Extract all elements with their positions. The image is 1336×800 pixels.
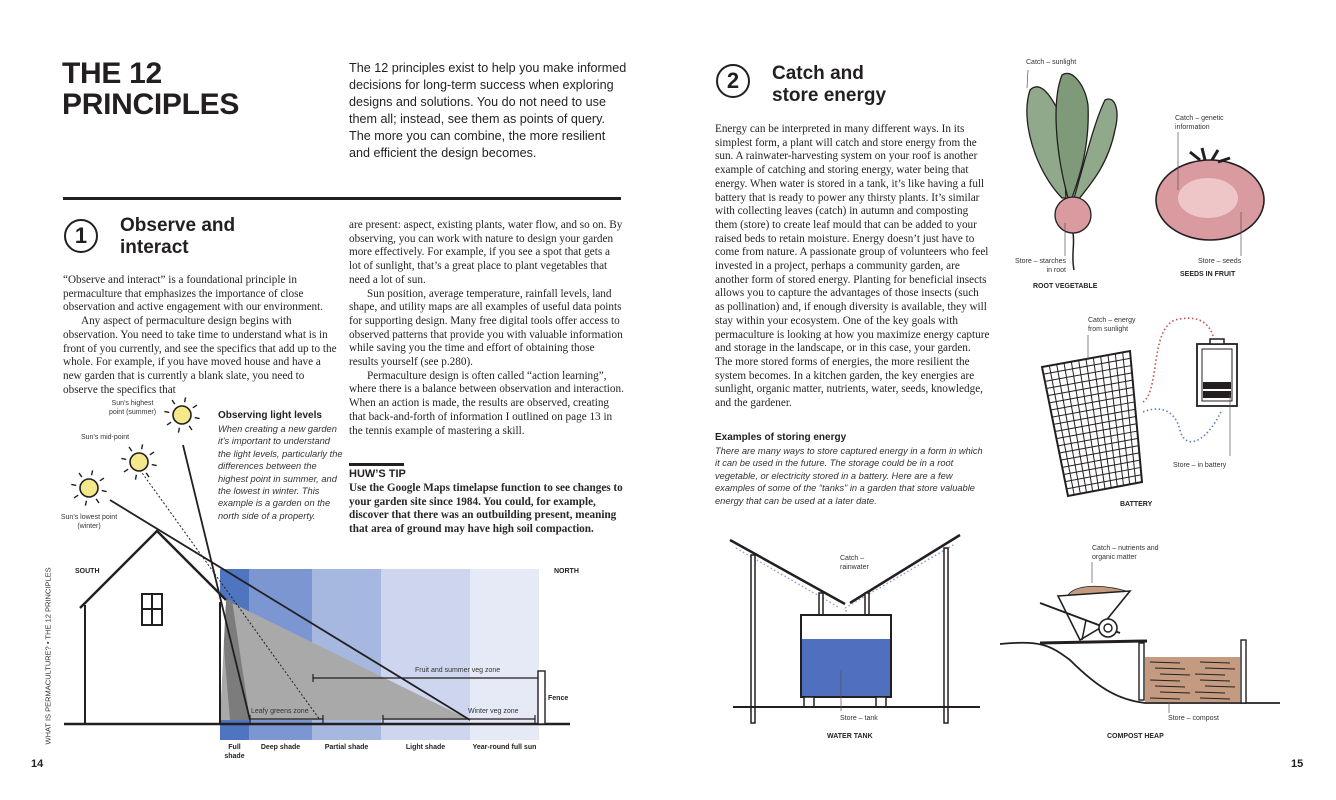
- compost-catch-label: Catch – nutrients and organic matter: [1092, 545, 1159, 561]
- examples-body: There are many ways to store captured energy in a form in which it can be used in the future. The storage could be in a root vegetable, or electricity stored in a battery. Here are a few examples of some of the “tanks” in a garden that store valuable energy that can be used at a later date.: [715, 446, 983, 506]
- seeds-in-fruit-illustration: [1156, 132, 1264, 256]
- principle-number-badge: 2: [716, 64, 750, 98]
- solar-panel-illustration: [1042, 335, 1142, 496]
- paragraph: Any aspect of permaculture design begins with observation. You need to take time to understand what is in front of you currently, and see the specifics that add up to the whole. For example, if you have moved house and have a new garden that is currently a blank slate, you need to observe the specifics that: [63, 315, 337, 396]
- shade-band-label: Light shade: [405, 744, 446, 751]
- principle-2-body: Energy can be interpreted in many different ways. In its simplest form, a plant will catch and store energy from the sun. A rainwater-harvesting system on your roof is another example of catching and storing energy, water being that energy. When water is stored in a tank, it’s like having a full battery that is ready to power any thirsty plants. It’s similar with collecting leaves (catch) in autumn and composting them (store) to create leaf mould that can be added to your raised beds to retain moisture. Energy doesn’t just have to come from nature. A passionate group of volunteers who feel invested in a project, perhaps a community garden, are another form of stored energy. Planting for beneficial insects allows you to capture the advantages of those insects (such as pollination) and, if enough diversity is available, they will stay within your ecosystem. One of the key goals with permaculture is looking at how you maximize energy capture and storage in the landscape, or in this case, your garden. The more stored forms of energies, the more resilient the system becomes. In a kitchen garden, the key energies are sunlight, organic matter, nutrients, water, seeds, knowledge, and the gardener.: [715, 123, 990, 410]
- page-title-line-1: THE 12: [62, 57, 162, 90]
- page-number-left: 14: [31, 758, 44, 770]
- fruit-store-label: Store – seeds: [1198, 258, 1242, 265]
- water-tank-title: WATER TANK: [827, 733, 873, 740]
- shade-band-label: Partial shade: [324, 744, 369, 751]
- paragraph: “Observe and interact” is a foundational principle in permaculture that emphasizes the importance of close observation and active engagement with our environment.: [63, 274, 324, 314]
- south-label: SOUTH: [75, 568, 100, 575]
- winter-zone-label: Winter veg zone: [468, 708, 519, 715]
- sun-low-label: Sun’s lowest point (winter): [60, 514, 118, 530]
- negative-wire: [1143, 409, 1222, 442]
- page-number-right: 15: [1291, 758, 1304, 770]
- tip-heading: HUW’S TIP: [349, 468, 406, 480]
- examples-heading: Examples of storing energy: [715, 432, 847, 443]
- root-vegetable-title: ROOT VEGETABLE: [1033, 283, 1098, 290]
- shade-band-label: Year-round full sun: [472, 744, 537, 751]
- battery-icon: [1197, 339, 1237, 456]
- leafy-zone-label: Leafy greens zone: [251, 708, 309, 715]
- battery-catch-label: Catch – energy from sunlight: [1088, 317, 1136, 333]
- root-catch-label: Catch – sunlight: [1026, 59, 1077, 66]
- light-caption-body: When creating a new garden it’s important to understand the light levels, particularly the differences between the highest point in summer, and the lowest in winter. This example is a garden on the north side of a property.: [218, 424, 343, 521]
- root-vegetable-illustration: [1027, 70, 1117, 270]
- fruit-zone-label: Fruit and summer veg zone: [415, 667, 501, 674]
- north-label: NORTH: [554, 568, 579, 575]
- compost-store-label: Store – compost: [1168, 715, 1219, 722]
- page-title-line-2: PRINCIPLES: [62, 88, 240, 121]
- principle-title-line-1: Observe and: [120, 215, 236, 236]
- sun-mid-label: Sun’s mid-point: [80, 434, 130, 441]
- paragraph: Sun position, average temperature, rainfall levels, land shape, and utility maps are all examples of useful data points for supporting design. Many free digital tools offer access to observed patterns that provide you with valuable information while saving you the time and effort of obtaining those results yourself (see p.280).: [349, 287, 623, 369]
- principle-title-line-2: store energy: [772, 85, 887, 106]
- light-caption-heading: Observing light levels: [218, 410, 322, 421]
- seeds-in-fruit-title: SEEDS IN FRUIT: [1180, 271, 1236, 278]
- paragraph: are present: aspect, existing plants, water flow, and so on. By observing, you can work with nature to design your garden more effectively. For example, if you see a spot that gets a lot of sunlight, that’s a great place to plant vegetables that need a lot of sun.: [349, 219, 623, 286]
- compost-heap-illustration: [1000, 562, 1280, 713]
- shade-band-label: Deep shade: [260, 744, 301, 751]
- shade-band-label: Full shade: [224, 744, 245, 760]
- principle-number-badge: 1: [64, 219, 98, 253]
- root-store-label: Store – starches in root: [1015, 258, 1066, 274]
- fence-label: Fence: [548, 695, 569, 702]
- paragraph: Permaculture design is often called “action learning”, where there is a balance between observation and interaction. When an action is made, the results are observed, creating that back-and-forth of information I outlined on page 13 in the tennis example of mastering a skill.: [349, 369, 624, 437]
- intro-paragraph: The 12 principles exist to help you make informed decisions for long-term success when exploring designs and solutions. You do not need to use them all; instead, see them as points of query. The more you can combine, the more resilient and efficient the design becomes.: [349, 61, 627, 160]
- running-header: WHAT IS PERMACULTURE? • THE 12 PRINCIPLES: [43, 567, 53, 745]
- battery-title: BATTERY: [1120, 501, 1153, 508]
- tank-catch-label: Catch – rainwater: [840, 555, 869, 571]
- tip-text: Use the Google Maps timelapse function to see changes to your garden site since 1984. You could, for example, discover that there was an outbuilding present, meaning that area of ground may have high soil compaction.: [349, 482, 623, 536]
- sun-high-label: Sun’s highest point (summer): [108, 400, 157, 416]
- fruit-catch-label: Catch – genetic information: [1175, 115, 1224, 131]
- tank-store-label: Store – tank: [840, 715, 878, 722]
- principle-title-line-2: interact: [120, 237, 189, 258]
- battery-store-label: Store – in battery: [1173, 462, 1227, 469]
- principle-title-line-1: Catch and: [772, 63, 864, 84]
- compost-heap-title: COMPOST HEAP: [1107, 733, 1164, 740]
